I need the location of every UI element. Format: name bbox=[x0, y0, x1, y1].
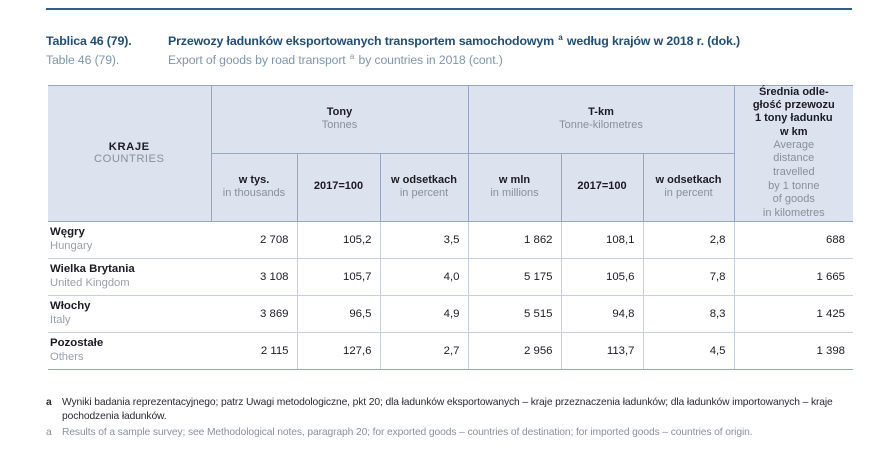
country-name-english: Italy bbox=[50, 313, 71, 326]
country-name-english: Others bbox=[50, 350, 84, 363]
column-header-average-distance bbox=[734, 86, 853, 222]
country-name-polish: Pozostałe bbox=[50, 337, 104, 350]
cell-average-distance: 1 665 bbox=[734, 258, 853, 295]
subhdr-1-polish: 2017=100 bbox=[313, 180, 364, 193]
column-header-tkm-percent bbox=[643, 153, 734, 221]
cell-tkm-index: 94,8 bbox=[561, 295, 643, 332]
column-header-tonnes-index bbox=[297, 153, 380, 221]
cell-tkm-millions: 5 515 bbox=[468, 295, 561, 332]
subhdr-2-polish: w odsetkach bbox=[390, 173, 458, 186]
avg-en-line-1: Average bbox=[773, 138, 815, 151]
column-header-countries bbox=[48, 86, 211, 222]
subhdr-0-polish: w tys. bbox=[238, 173, 270, 186]
table-row bbox=[48, 295, 853, 332]
cell-tonnes-thousands: 2 115 bbox=[211, 332, 297, 369]
group-tonnes-label-polish: Tony bbox=[326, 105, 353, 118]
cell-tonnes-percent: 3,5 bbox=[380, 221, 468, 258]
cell-tkm-millions: 2 956 bbox=[468, 332, 561, 369]
group-tonnes-label-english: Tonnes bbox=[321, 119, 358, 132]
country-name-polish: Wielka Brytania bbox=[50, 263, 135, 276]
footnote-marker-polish: a bbox=[46, 397, 52, 408]
cell-tonnes-index: 127,6 bbox=[297, 332, 380, 369]
countries-label-polish: KRAJE bbox=[108, 141, 150, 154]
avg-en-line-6: in kilometres bbox=[762, 206, 825, 219]
column-header-tkm-millions bbox=[468, 153, 561, 221]
cell-tkm-index: 105,6 bbox=[561, 258, 643, 295]
column-header-tonnes-percent bbox=[380, 153, 468, 221]
cell-tonnes-index: 96,5 bbox=[297, 295, 380, 332]
title-pl-segment-2: według krajów w 2018 r. (dok.) bbox=[563, 34, 741, 48]
table-title-polish-text bbox=[168, 34, 740, 48]
title-en-segment-2: by countries in 2018 (cont.) bbox=[355, 53, 503, 67]
avg-pl-line-2: głość przewozu bbox=[752, 99, 835, 112]
cell-tonnes-percent: 4,0 bbox=[380, 258, 468, 295]
cell-tkm-percent: 4,5 bbox=[643, 332, 734, 369]
group-tkm-label-polish: T-km bbox=[588, 105, 614, 118]
cell-tonnes-index: 105,2 bbox=[297, 221, 380, 258]
footnote-text-polish: Wyniki badania reprezentacyjnego; patrz Uwagi metodologiczne, pkt 20; dla ładunków eksportowanych – kraje przeznaczenia ładunków; dla ładunków importowanych – kraje pochodzenia ładunków. bbox=[62, 397, 833, 422]
row-country-united-kingdom bbox=[48, 258, 211, 295]
avg-en-line-4: by 1 tonne bbox=[768, 179, 820, 192]
footnote-text-english: Results of a sample survey; see Methodological notes, paragraph 20; for exported goods – countries of destination; for imported goods – countries of origin. bbox=[62, 427, 753, 438]
title-pl-segment-1: Przewozy ładunków eksportowanych transportem samochodowym bbox=[168, 34, 558, 48]
cell-tonnes-percent: 2,7 bbox=[380, 332, 468, 369]
table-title-english-text bbox=[168, 53, 503, 67]
table-row bbox=[48, 332, 853, 369]
title-en-segment-1: Export of goods by road transport bbox=[168, 53, 349, 67]
table-row bbox=[48, 258, 853, 295]
cell-tonnes-thousands: 3 108 bbox=[211, 258, 297, 295]
cell-tonnes-thousands: 3 869 bbox=[211, 295, 297, 332]
avg-en-line-3: travelled bbox=[772, 166, 815, 178]
footnote-polish bbox=[46, 396, 858, 424]
column-group-header-tonnes bbox=[211, 86, 468, 154]
avg-distance-label-english bbox=[735, 139, 854, 221]
avg-distance-label-polish bbox=[735, 86, 854, 139]
avg-pl-line-3: 1 tony ładunku bbox=[754, 112, 833, 125]
country-name-english: United Kingdom bbox=[50, 276, 130, 289]
header-row-groups bbox=[48, 86, 853, 154]
column-header-tkm-index bbox=[561, 153, 643, 221]
top-horizontal-rule bbox=[46, 8, 852, 10]
group-tkm-label-english: Tonne-kilometres bbox=[559, 119, 643, 132]
column-group-header-tonne-kilometres bbox=[468, 86, 734, 154]
cell-tkm-index: 113,7 bbox=[561, 332, 643, 369]
column-header-tonnes-thousands bbox=[211, 153, 297, 221]
subhdr-5-english: in percent bbox=[664, 187, 713, 200]
table-number-english: Table 46 (79). bbox=[46, 53, 120, 67]
row-country-hungary bbox=[48, 221, 211, 258]
subhdr-0-english: in thousands bbox=[222, 187, 286, 200]
statistics-table bbox=[48, 85, 853, 370]
cell-average-distance: 1 425 bbox=[734, 295, 853, 332]
cell-tkm-millions: 5 175 bbox=[468, 258, 561, 295]
subhdr-3-english: in millions bbox=[490, 187, 539, 200]
subhdr-5-polish: w odsetkach bbox=[655, 173, 722, 186]
table-body bbox=[48, 221, 853, 369]
title-block bbox=[46, 34, 854, 67]
footnote-english bbox=[46, 426, 858, 440]
avg-en-line-2: distance bbox=[773, 152, 815, 165]
avg-pl-line-1: Średnia odle- bbox=[758, 86, 829, 98]
cell-tkm-percent: 8,3 bbox=[643, 295, 734, 332]
subhdr-2-english: in percent bbox=[399, 187, 449, 200]
cell-tkm-millions: 1 862 bbox=[468, 221, 561, 258]
avg-en-line-5: of goods bbox=[772, 193, 815, 206]
table-row bbox=[48, 221, 853, 258]
cell-average-distance: 688 bbox=[734, 221, 853, 258]
country-name-polish: Włochy bbox=[50, 300, 91, 313]
cell-average-distance: 1 398 bbox=[734, 332, 853, 369]
footnote-marker-english: a bbox=[46, 427, 52, 438]
cell-tonnes-thousands: 2 708 bbox=[211, 221, 297, 258]
row-country-italy bbox=[48, 295, 211, 332]
cell-tkm-percent: 2,8 bbox=[643, 221, 734, 258]
footnote-marker-a-polish: a bbox=[558, 32, 563, 42]
table-title-english bbox=[46, 53, 854, 67]
table-head bbox=[48, 86, 853, 222]
row-country-others bbox=[48, 332, 211, 369]
avg-pl-line-4: w km bbox=[780, 125, 808, 138]
countries-label-english: COUNTRIES bbox=[94, 153, 165, 166]
table-title-polish bbox=[46, 34, 854, 48]
cell-tonnes-percent: 4,9 bbox=[380, 295, 468, 332]
cell-tonnes-index: 105,7 bbox=[297, 258, 380, 295]
cell-tkm-index: 108,1 bbox=[561, 221, 643, 258]
footnotes bbox=[46, 396, 858, 440]
country-name-english: Hungary bbox=[50, 239, 93, 252]
subhdr-4-polish: 2017=100 bbox=[577, 180, 627, 193]
cell-tkm-percent: 7,8 bbox=[643, 258, 734, 295]
subhdr-3-polish: w mln bbox=[498, 173, 531, 186]
table-number-polish: Tablica 46 (79). bbox=[46, 34, 132, 48]
footnote-marker-a-english: a bbox=[349, 51, 355, 61]
country-name-polish: Węgry bbox=[50, 226, 85, 239]
